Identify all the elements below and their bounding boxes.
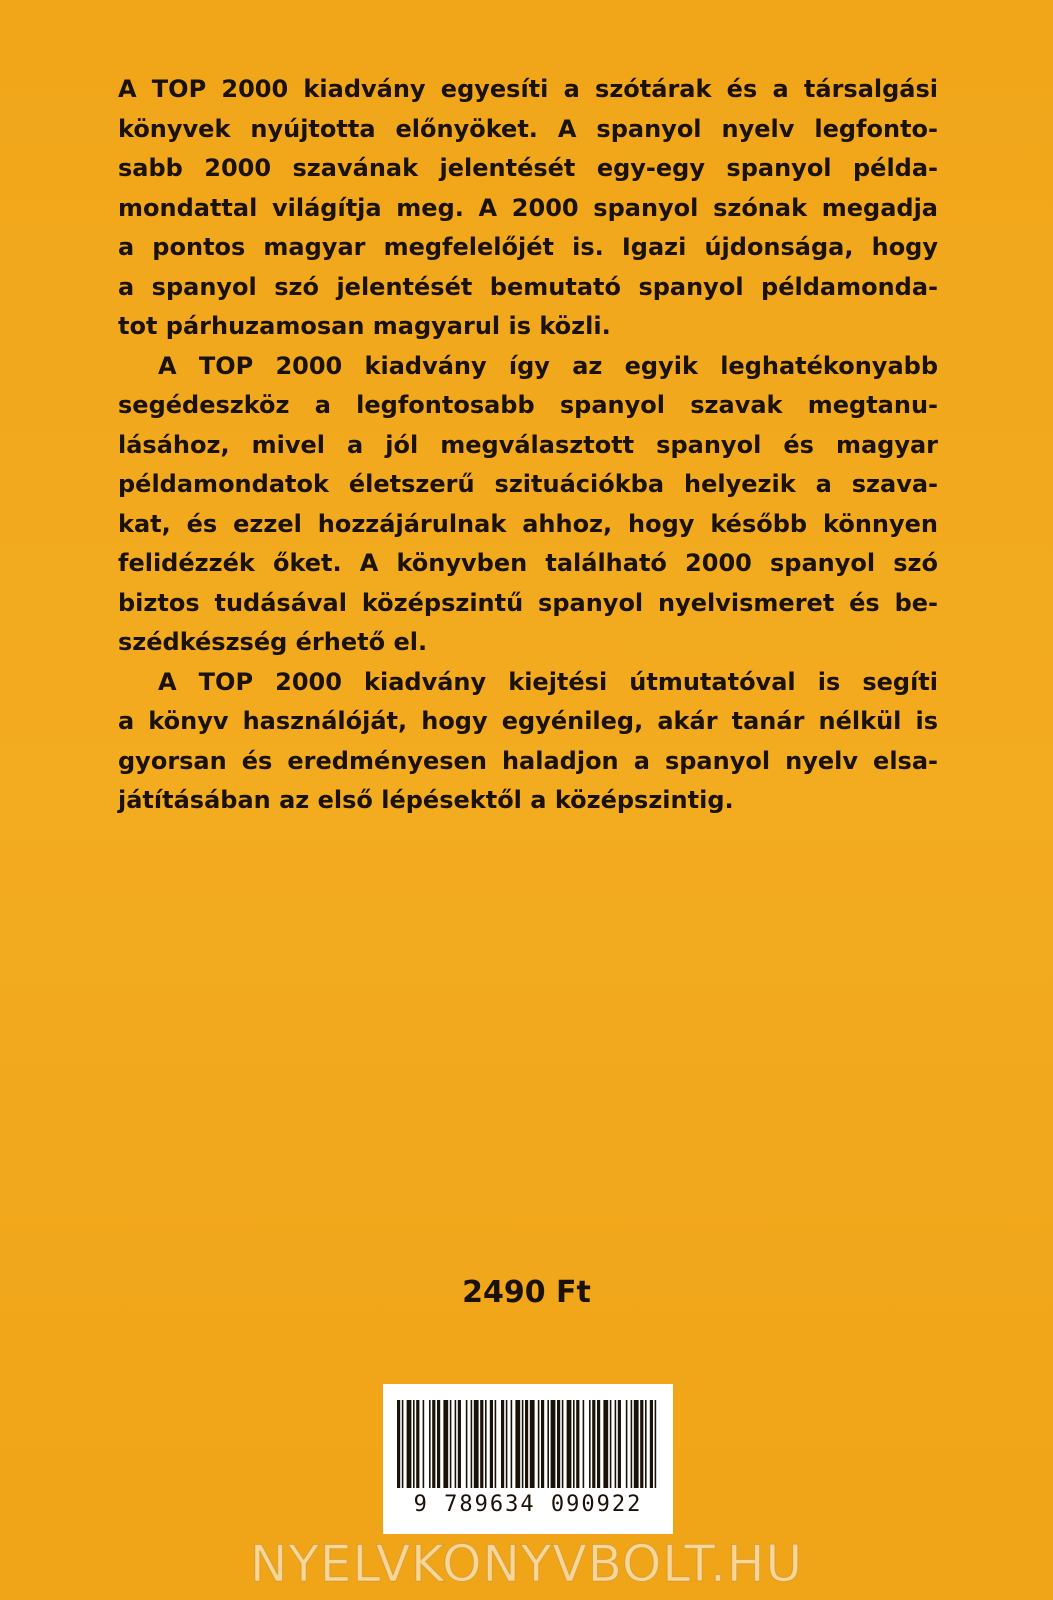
barcode-bar bbox=[576, 1400, 579, 1488]
barcode-bar bbox=[471, 1400, 473, 1488]
barcode-bar bbox=[645, 1400, 647, 1488]
barcode-bar bbox=[557, 1400, 560, 1488]
text-line: felidézzék őket. A könyvben található 2000 spanyol szó bbox=[118, 549, 938, 577]
barcode-bar bbox=[525, 1400, 528, 1488]
barcode-bar bbox=[466, 1400, 468, 1488]
barcode-bar bbox=[655, 1400, 657, 1488]
text-line: lásához, mivel a jól megválasztott spanyol és magyar bbox=[118, 430, 938, 459]
barcode-bar bbox=[474, 1400, 479, 1488]
barcode bbox=[383, 1384, 673, 1534]
barcode-bar bbox=[515, 1400, 520, 1488]
barcode-bar bbox=[547, 1400, 549, 1488]
barcode-bar bbox=[495, 1400, 497, 1488]
text-line: mondattal világítja meg. A 2000 spanyol szónak megadja bbox=[118, 193, 938, 222]
barcode-bar bbox=[538, 1400, 540, 1488]
barcode-bar bbox=[501, 1400, 504, 1488]
text-line: tot párhuzamosan magyarul is közli. bbox=[118, 312, 611, 340]
barcode-bar bbox=[618, 1400, 621, 1488]
barcode-bar bbox=[610, 1400, 612, 1488]
barcode-bar bbox=[589, 1400, 591, 1488]
text-line: A TOP 2000 kiadvány egyesíti a szótárak és a társalgási bbox=[118, 75, 938, 103]
barcode-bar bbox=[551, 1400, 556, 1488]
barcode-bars bbox=[383, 1384, 673, 1496]
text-line: játításában az első lépésektől a középszintig. bbox=[118, 786, 734, 814]
text-line: kat, és ezzel hozzájárulnak ahhoz, hogy később könnyen bbox=[118, 509, 938, 538]
barcode-bar bbox=[511, 1400, 513, 1488]
text-line: biztos tudásával középszintű spanyol nyelvismeret és be- bbox=[118, 588, 938, 617]
barcode-bar bbox=[592, 1400, 595, 1488]
watermark: NYELVKONYVBOLT.HU bbox=[249, 1535, 804, 1593]
barcode-bar bbox=[631, 1400, 633, 1488]
barcode-bar bbox=[541, 1400, 544, 1488]
barcode-bar bbox=[413, 1400, 415, 1488]
barcode-bar bbox=[573, 1400, 575, 1488]
barcode-bar bbox=[458, 1400, 461, 1488]
paragraph-3 bbox=[118, 663, 938, 821]
text-line: A TOP 2000 kiadvány így az egyik leghatékonyabb bbox=[158, 351, 938, 380]
barcode-bar bbox=[562, 1400, 564, 1488]
barcode-digits: 9 789634 090922 bbox=[413, 1492, 643, 1517]
barcode-bar bbox=[490, 1400, 493, 1488]
barcode-bar bbox=[634, 1400, 639, 1488]
barcode-bar bbox=[437, 1400, 440, 1488]
barcode-bar bbox=[429, 1400, 431, 1488]
barcode-bar bbox=[583, 1400, 585, 1488]
barcode-bar bbox=[397, 1400, 400, 1488]
text-line: szédkészség érhető el. bbox=[118, 628, 428, 656]
barcode-bar bbox=[450, 1400, 452, 1488]
text-line: példamondatok életszerű szituációkba helyezik a szava- bbox=[118, 470, 938, 498]
barcode-bar bbox=[402, 1400, 404, 1488]
text-line: a pontos magyar megfelelőjét is. Igazi újdonsága, hogy bbox=[118, 233, 938, 261]
barcode-bar bbox=[423, 1400, 425, 1488]
barcode-bar bbox=[506, 1400, 508, 1488]
barcode-bar bbox=[432, 1400, 435, 1488]
barcode-bar bbox=[416, 1400, 419, 1488]
barcode-bar bbox=[485, 1400, 487, 1488]
paragraph-2 bbox=[118, 347, 938, 663]
description-text bbox=[118, 70, 938, 821]
barcode-bar bbox=[407, 1400, 412, 1488]
text-line: A TOP 2000 kiadvány kiejtési útmutatóval is segíti bbox=[158, 667, 938, 696]
paragraph-1 bbox=[118, 70, 938, 347]
barcode-bar bbox=[480, 1400, 483, 1488]
barcode-bar bbox=[603, 1400, 608, 1488]
barcode-bar bbox=[650, 1400, 653, 1488]
text-line: segédeszköz a legfontosabb spanyol szavak megtanu- bbox=[118, 391, 938, 419]
text-line: gyorsan és eredményesen haladjon a spanyol nyelv elsa- bbox=[118, 746, 938, 775]
text-line: könyvek nyújtotta előnyöket. A spanyol nyelv legfonto- bbox=[118, 114, 938, 143]
barcode-bar bbox=[567, 1400, 572, 1488]
barcode-bar bbox=[522, 1400, 524, 1488]
text-line: a könyv használóját, hogy egyénileg, akár tanár nélkül is bbox=[118, 707, 938, 735]
price-label: 2490 Ft bbox=[462, 1275, 591, 1310]
text-line: a spanyol szó jelentését bemutató spanyol példamonda- bbox=[118, 272, 938, 301]
text-line: sabb 2000 szavának jelentését egy-egy spanyol példa- bbox=[118, 154, 938, 182]
barcode-bar bbox=[455, 1400, 457, 1488]
barcode-bar bbox=[443, 1400, 448, 1488]
barcode-bar bbox=[615, 1400, 617, 1488]
barcode-bar bbox=[640, 1400, 643, 1488]
barcode-bar bbox=[597, 1400, 600, 1488]
barcode-bar bbox=[626, 1400, 628, 1488]
barcode-bar bbox=[530, 1400, 535, 1488]
